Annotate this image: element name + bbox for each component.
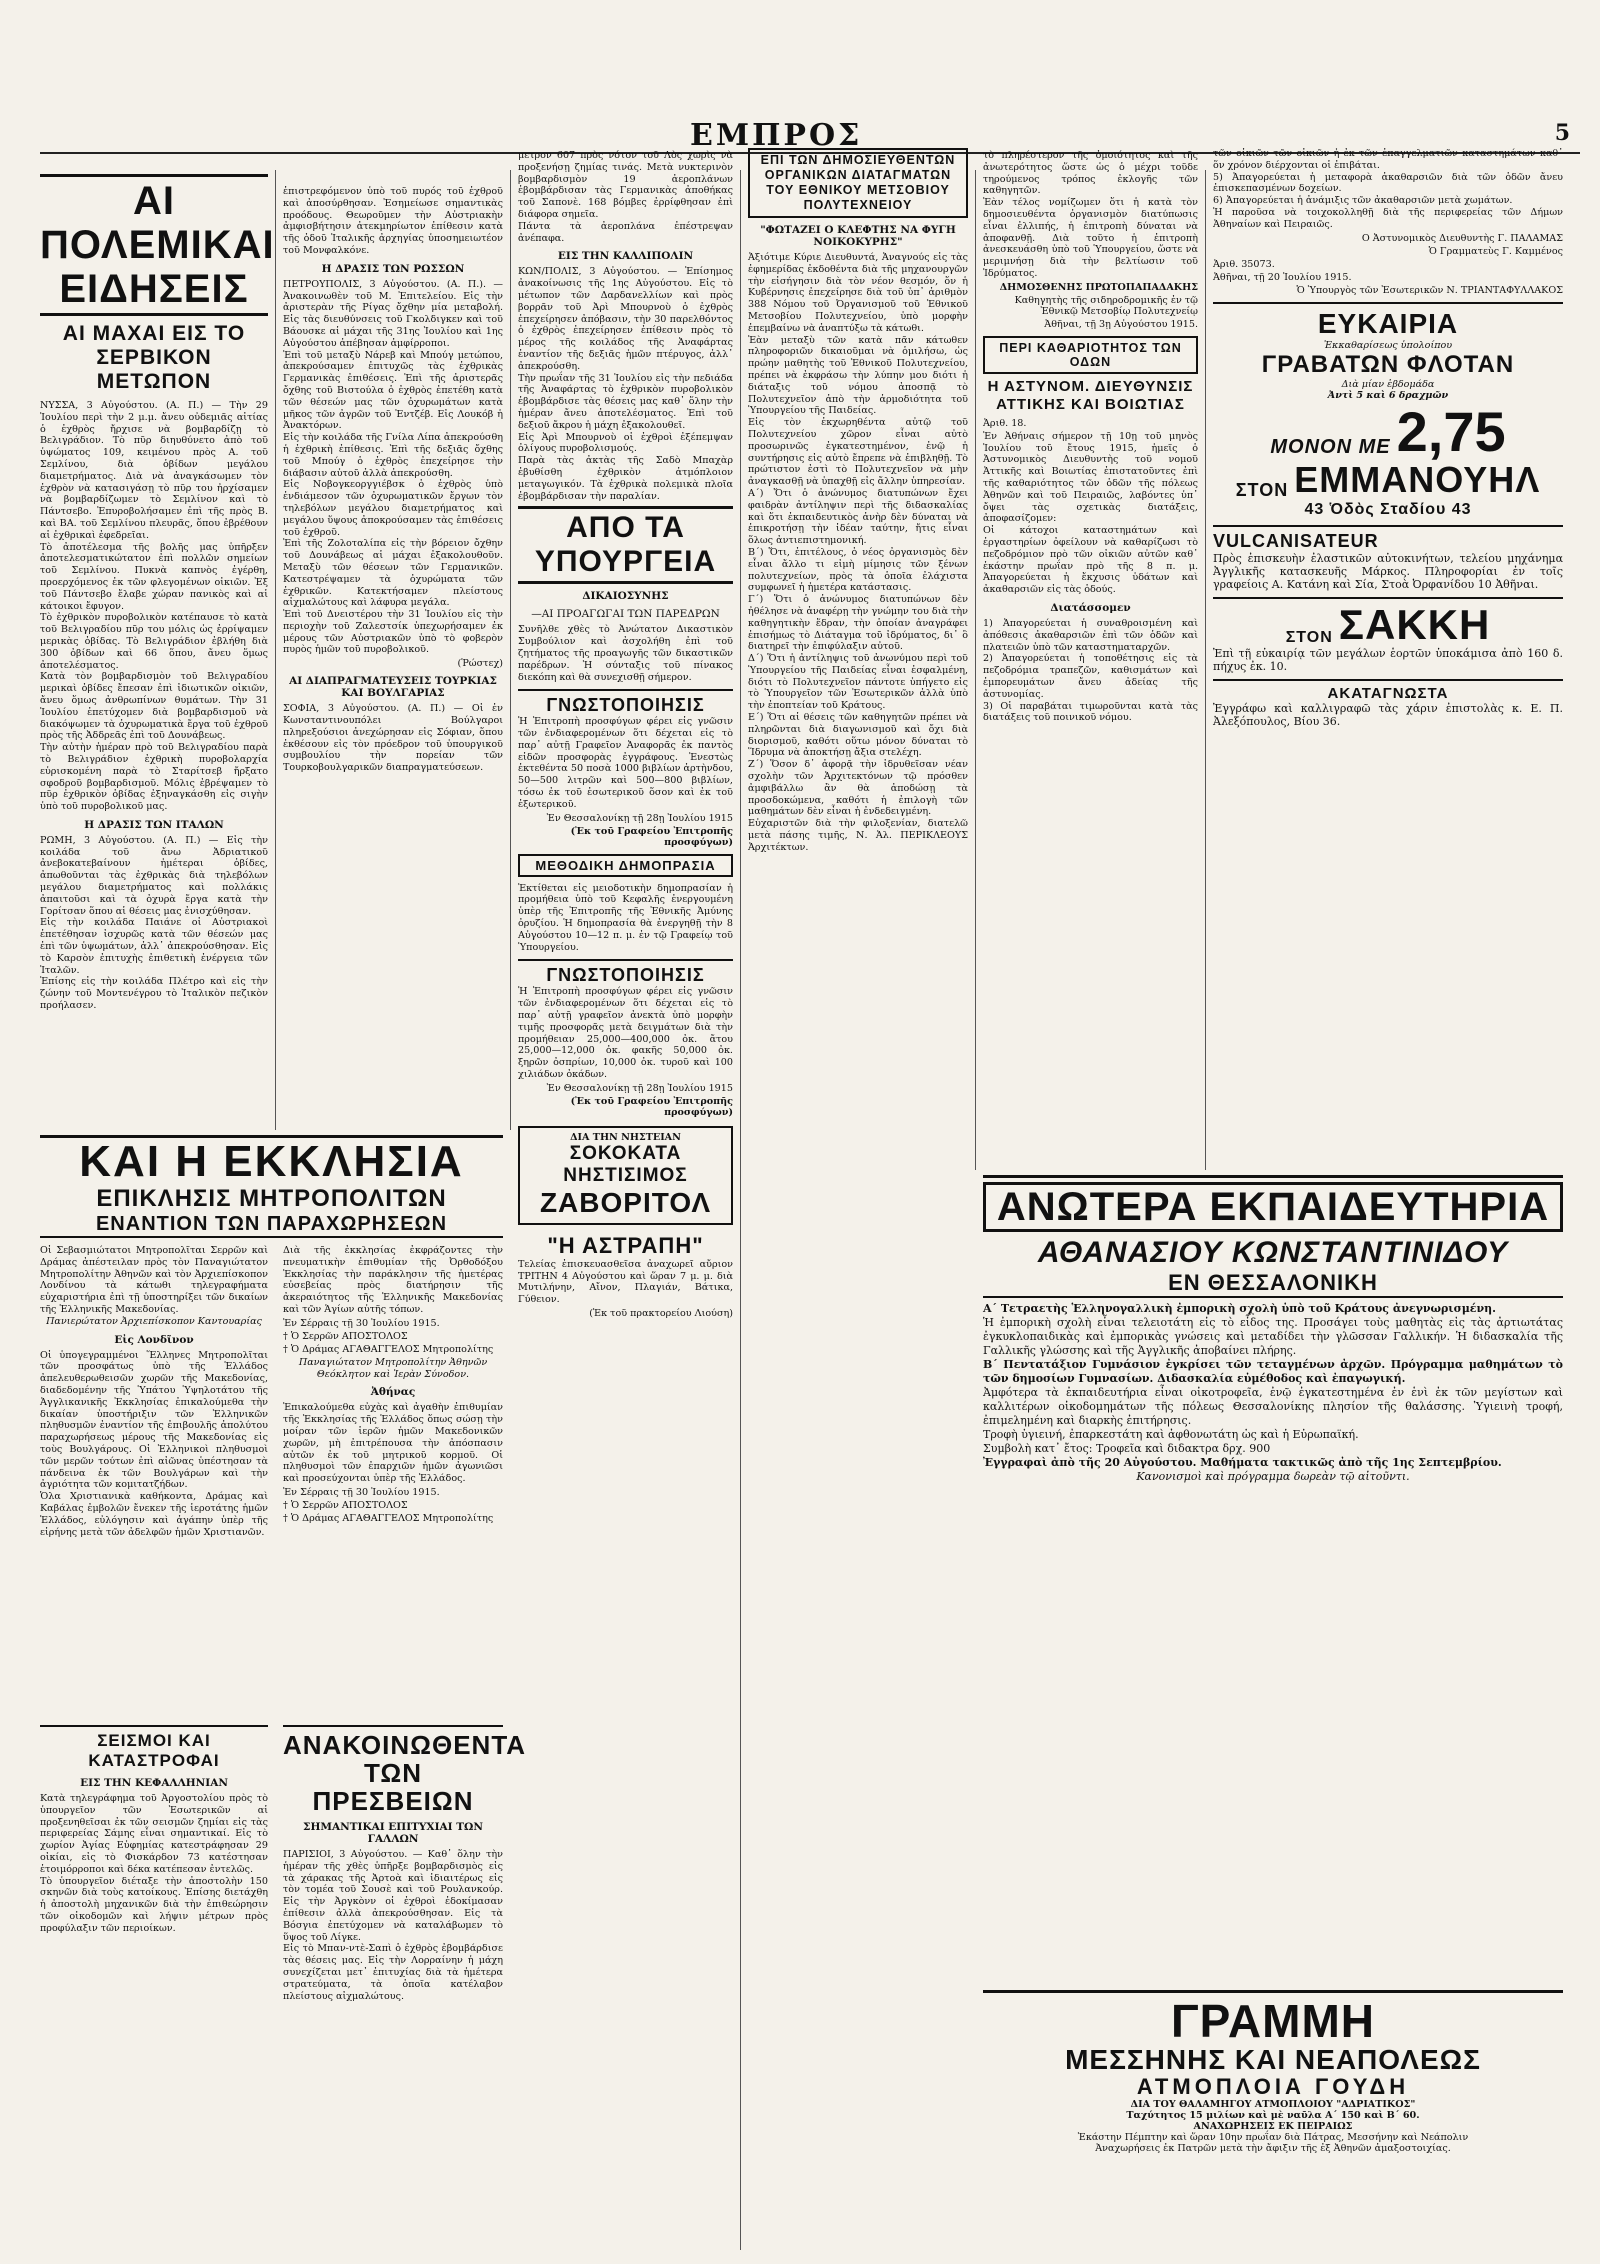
dateline: Ἀθῆναι, τῇ 3ῃ Αὐγούστου 1915.	[1044, 318, 1198, 330]
serbian-front-subhead: ΑΙ ΜΑΧΑΙ ΕΙΣ ΤΟ ΣΕΡΒΙΚΟΝ ΜΕΤΩΠΟΝ	[62, 322, 246, 393]
concessions-subhead: ΕΝΑΝΤΙΟΝ ΤΩΝ ΠΑΡΑΧΩΡΗΣΕΩΝ	[40, 1212, 503, 1238]
article-paragraph: Ὁλα Χριστιανικὰ καθήκοντα, Δράμας καὶ Καβάλας ἐμβολῶν ἔνεκεν τῆς ἱεροτάτης ἡμῶν Ἑλλάδος, εὐλόγησιν καὶ ἀγάπην ὑπὲρ τῆς εἰρήνης μετὰ τῶν ἀδελφῶν ἡμῶν Χριστιανῶν.	[40, 1491, 268, 1538]
column-ads	[1213, 148, 1563, 728]
ad-line: ΔΙΑ ΤΟΥ ΘΑΛΑΜΗΓΟΥ ΑΤΜΟΠΛΟΙΟΥ "ΑΔΡΙΑΤΙΚΟΣ"	[1130, 2099, 1416, 2110]
church-headline: ΚΑΙ Η ΕΚΚΛΗΣΙΑ	[40, 1135, 503, 1186]
column-divider	[1205, 170, 1206, 1170]
italians-subhead: Η ΔΡΑΣΙΣ ΤΩΝ ΙΤΑΛΩΝ	[84, 818, 224, 831]
signature: Ὁ Ὑπουργὸς τῶν Ἐσωτερικῶν Ν. ΤΡΙΑΝΤΑΦΥΛΛΑΚΟΣ	[1296, 284, 1563, 296]
signature: ΔΗΜΟΣΘΕΝΗΣ ΠΡΩΤΟΠΑΠΑΔΑΚΗΣ	[999, 281, 1198, 293]
ad-text: Τελείας ἐπισκευασθεῖσα ἀναχωρεῖ αὔριον ΤΡΙΤΗΝ 4 Αὐγούστου καὶ ὥραν 7 μ. μ. διὰ Μυτιλήνην, Αἴνον, Πλαγιάν, Βάτικα, Γύθειον.	[518, 1258, 733, 1306]
column-divider	[510, 170, 511, 1130]
article-paragraph: τὸ πληρέστερον τῆς ὁμοιότητος καὶ τῆς ἀνωτερότητος ὥστε ὡς ὁ μέχρι τοῦδε τηρούμενος τρόπος ἐκλογῆς τῶν καθηγητῶν.	[983, 150, 1198, 197]
article-paragraph: Κατὰ τὸν βομβαρδισμὸν τοῦ Βελιγραδίου μερικαὶ ὁβίδες ἔπεσαν ἐπὶ ἰδιωτικῶν οἰκιῶν, ἄνευ ὅμως ἀνθρωπίνων θυμάτων. Τὴν 31 Ἰουλίου ἐπετύχομεν διὰ βομβαρδισμοῦ νὰ διακόψωμεν τὰ ὀχυρωματικὰ ἔργα τοῦ ἐχθροῦ πρὸς τῆς Ἀδδρεᾶς ἐπὶ τοῦ Δουνάβεως.	[40, 671, 268, 742]
ad-line: Ἀντὶ 5 καὶ 6 δραχμῶν	[1327, 389, 1449, 401]
source-note: (Ἐκ τοῦ Γραφείου Ἐπιτροπῆς προσφύγων)	[570, 1095, 733, 1118]
article-paragraph: Κατὰ τηλεγράφημα τοῦ Ἀργοστολίου πρὸς τὸ ὑπουργεῖον τῶν Ἐσωτερικῶν αἱ προξενηθεῖσαι ἐκ τῶν σεισμῶν ζημίαι εἰς τὰς περιφερείας Σάμης εἶναι σημαντικαί. Εἰς τὸ χωρίον Ἀγίας Εὐφημίας κατεστράφησαν 29 οἰκίαι, εἰς τὸ Φισκάρδον 73 κατέστησαν ἑτοιμόρροποι καὶ δέκα κατέπεσαν ἐντελῶς.	[40, 1793, 268, 1875]
column-divider	[975, 170, 976, 1170]
article-paragraph: ΠΕΤΡΟΥΠΟΛΙΣ, 3 Αὐγούστου. (Α. Π.). — Ἀνακοινωθὲν τοῦ Μ. Ἐπιτελείου. Εἰς τὴν ἀριστερὰν τῆς Ρίγας ὄχθην μία μεταβολή. Εἰς τὰς διευθύνσεις τοῦ Γκολδιγκεν καὶ τοῦ Βάουσκε αἱ μάχαι τῆς 31ης Ἰουλίου καὶ 1ης Αὐγούστου ἀπέβησαν ἀμφίρροποι.	[283, 278, 503, 349]
war-news-headline: ΑΙ ΠΟΛΕΜΙΚΑΙ ΕΙΔΗΣΕΙΣ	[40, 174, 268, 316]
page-number: 5	[1554, 120, 1570, 146]
article-paragraph: Β΄ Πεντατάξιον Γυμνάσιον ἐγκρίσει τῶν τεταγμένων ἀρχῶν. Πρόγραμμα μαθημάτων τὸ τῶν δημοσίων Γυμνασίων. Διδασκαλία εὐμέθοδος καὶ ἐπαγωγική.	[983, 1358, 1563, 1385]
church-section	[40, 1135, 503, 1538]
article-paragraph: ἐπιστρεφόμενον ὑπὸ τοῦ πυρός τοῦ ἐχθροῦ καὶ ἀποσύρθησαν. Ἐσημείωσε σημαντικὰς προόδους. Θεωροῦμεν τὴν Αὐστριακὴν ἀμφισβήτησιν ἀτεκμηρίωτον ἐπίθεσιν κατὰ τῆς ὁδοῦ Ἰταλικῆς ἀρχηγίας ὑποσημειωτέον τοῦ Μονφαλκόνε.	[283, 186, 503, 256]
addressee-location: Ἀθήνας	[370, 1386, 416, 1399]
signature: Ο Ἀστυνομικὸς Διευθυντὴς Γ. ΠΑΛΑΜΑΣ	[1361, 232, 1563, 244]
article-paragraph: 6) Ἀπαγορεύεται ἡ ἀνάμιξις τῶν ἀκαθαρσιῶν μετὰ χωμάτων.	[1213, 195, 1513, 207]
church-right-column	[283, 1245, 503, 1526]
ad-text: Ἐπὶ τῇ εὐκαιρίᾳ τῶν μεγάλων ἑορτῶν ὑποκάμισα ἀπὸ 160 δ. πήχυς ἐκ. 10.	[1213, 646, 1563, 673]
metropolitans-subhead: ΕΠΙΚΛΗΣΙΣ ΜΗΤΡΟΠΟΛΙΤΩΝ	[96, 1185, 447, 1212]
earthquake-headline: ΣΕΙΣΜΟΙ ΚΑΙ ΚΑΤΑΣΤΡΟΦΑΙ	[40, 1725, 268, 1771]
ad-line: Ἐκκαθαρίσεως ὑπολοίπου	[1323, 339, 1453, 351]
school-name: ΑΘΑΝΑΣΙΟΥ ΚΩΝΣΤΑΝΤΙΝΙΔΟΥ	[1037, 1236, 1509, 1269]
article-paragraph: Ἐπὶ τοῦ Δνειστέρου τὴν 31 Ἰουλίου εἰς τὴν περιοχὴν τοῦ Ζαλεστσίκ ὑπεχωρήσαμεν ἐκ μέρους τῶν Αὐστριακῶν ὑπὸ τὸ φοβερὸν πυρὸς ἡμῶν τοῦ πυροβολικοῦ.	[283, 609, 503, 656]
police-subhead: Η ΑΣΤΥΝΟΜ. ΔΙΕΥΘΥΝΣΙΣ ΑΤΤΙΚΗΣ ΚΑΙ ΒΟΙΩΤΙΑΣ	[987, 377, 1194, 413]
article-paragraph: Ἐν Ἀθήναις σήμερον τῇ 10ῃ τοῦ μηνὸς Ἰουλίου τοῦ ἔτους 1915, ἡμεῖς ὁ Ἀστυνομικὸς Διευθυντὴς τοῦ νομοῦ Ἀττικῆς καὶ Βοιωτίας ἐπιστατοῦντες ἐπὶ τῆς καθαριότητος τῶν ὁδῶν τῆς πόλεως Ἀθηνῶν καὶ τοῦ Πειραιῶς, λαβόντες ὑπ᾽ ὄψει τὰς σχετικὰς διατάξεις, ἀποφασίζομεν:	[983, 430, 1198, 525]
column-war-news-cont	[283, 186, 503, 774]
signature: † Ὁ Δράμας ΑΓΑΘΑΓΓΕΛΟΣ Μητροπολίτης	[283, 1512, 494, 1524]
signature: † Ὁ Δράμας ΑΓΑΘΑΓΓΕΛΟΣ Μητροπολίτης	[283, 1343, 494, 1355]
article-paragraph: Α΄ Τετραετὴς Ἑλληνογαλλικὴ ἐμπορικὴ σχολὴ ὑπὸ τοῦ Κράτους ἀνεγνωρισμένη.	[983, 1302, 1496, 1315]
police-headline: ΠΕΡΙ ΚΑΘΑΡΙΟΤΗΤΟΣ ΤΩΝ ΟΔΩΝ	[983, 336, 1198, 374]
article-paragraph: Διὰ τῆς ἐκκλησίας ἐκφράζοντες τὴν πνευματικὴν ἐπιθυμίαν τῆς Ὀρθοδόξου Ἐκκλησίας τὴν παράκλησιν τῆς ἡμετέρας εὐσεβείας πρὸς διατήρησιν τῆς ἀκεραιότητος τῆς Ἑλληνικῆς Μακεδονίας καὶ τῶν Ἁγίων αὐτῆς τόπων.	[283, 1245, 503, 1315]
article-paragraph: Ἐπὶ τοῦ μεταξὺ Νάρεβ καὶ Μπούγ μετώπου, ἀπεκρούσαμεν ἐπιτυχῶς τὰς ἐχθρικὰς Γερμανικὰς ἐπιθέσεις. Ἐπὶ τῆς ἀριστερᾶς ὄχθης τοῦ Βιστούλα ὁ ἐχθρὸς ἐπετέθη κατὰ τῶν θέσεών μας τῶν ὀχυρωμάτων κατὰ μῆκος τῶν ἀγρῶν τοῦ Ἐντζέβ. Εἰς Λουκόβ ἡ Ἀνακτόρων.	[283, 349, 503, 432]
article-paragraph: Τὸ ἐχθρικὸν πυροβολικὸν κατέπαυσε τὸ κατὰ τοῦ Βελιγραδίου πῦρ του μόλις ὡς ἐρρίψαμεν μερικὰς ὁβίδας. Τὸ Βελιγράδιον ἐβλήθη διὰ 300 ὀβίδων καὶ 66 ὅπου, ἄνευ ὅμως ἀποτελέσματος.	[40, 612, 268, 671]
article-paragraph: Τὸ ἀποτέλεσμα τῆς βολῆς μας ὑπῆρξεν ἀποτελεσματικώτατον ἐπὶ πολλῶν σημείων τοῦ Σεμλίνου. Πυκνὰ καπνὸς ἐγέρθη, προερχόμενος ἐκ τῶν φλεγομένων οἰκιῶν. Ἐξ τοῦ Πάντσεβο ἔλαβε χώραν πανικὸς καὶ αἱ κάτοικοι ἔφυγον.	[40, 541, 268, 612]
store-row	[1213, 459, 1563, 501]
article-paragraph: Εὐχαριστῶν διὰ τὴν φιλοξενίαν, διατελῶ μετὰ πάσης τιμῆς, Ν. Ἀλ. ΠΕΡΙΚΛΕΟΥΣ Ἀρχιτέκτων.	[748, 818, 968, 853]
vulcanisateur-ad	[1213, 525, 1563, 591]
article-paragraph: Συμβολὴ κατ᾽ ἔτος: Τροφεῖα καὶ διδακτρα δρχ. 900	[983, 1442, 1271, 1455]
article-paragraph: ΝΥΣΣΑ, 3 Αὐγούστου. (Α. Π.) — Τὴν 29 Ἰουλίου περὶ τὴν 2 μ.μ. ἄνευ οὐδεμιᾶς αἰτίας ὁ ἐχθρὸς ἤρχισε νὰ βομβαρδίζῃ τὸ Βελιγράδιον. Τὸ πῦρ διηυθύνετο ἀπὸ τοῦ ὑψώματος 109, κειμένου πρὸς Α. τοῦ Σεμλίνου, διὰ ὁβίδων μεγάλου διαμετρήματος. Διὰ νὰ ἀναγκάσωμεν τὸν ἐχθρὸν νὰ κατασιγάσῃ τὸ πῦρ του ἠρχίσαμεν νὰ βομβαρδίζωμεν τὸ Σεμλίνον καὶ τὸ Πάντσεβο. Ἐπυροβολήσαμεν ἐπὶ τῆς πρὸς Β. καὶ ΒΑ. τοῦ Σεμλίνου πλευρᾶς, ὅπου ἐβρέθουν αἱ ἐχθρικαὶ ἐφεδρεῖαι.	[40, 400, 268, 541]
article-paragraph: τῶν οἰκιῶν τῶν οἰκιῶν ἡ ἐκ τῶν ἐπαγγελματιῶν καταστημάτων καθ᾽ ὅν χρόνον διέρχονται οἱ ἐπιβάται.	[1213, 148, 1563, 171]
article-paragraph: Ζ΄) Ὅσον δ᾽ ἀφορᾷ τὴν ἱδρυθεῖσαν νέαν σχολὴν τῶν Ἀρχιτεκτόνων τῷ πρόσθεν ἀμφιβάλλω ἂν θὰ ἀποδώσῃ τὰ προσδοκώμενα, καθότι ἡ ἐπιλογὴ τῶν μαθημάτων δὲν εἶναι ἡ ἐνδεδειγμένη.	[748, 759, 968, 818]
article-paragraph: Εἰς Νοβογκεοργγιέβσκ ὁ ἐχθρὸς ὑπὸ ἐνδιάμεσον τῶν ὀχυρωματικῶν ἔργων τὸν τηλεβόλων μεγάλου διαμετρήματος καὶ μεγάλου ὕψους ἀποκρούσαμεν τὰς ἐπιθέσεις τοῦ ἐχθροῦ.	[283, 479, 503, 538]
article-paragraph: Β΄) Ὅτι, ἐπιτέλους, ὁ νέος ὀργανισμὸς δὲν εἶναι ἄλλο τι εἰμὴ μίμησις τῶν ξένων πολυτεχνείων, πρὸς τὰ ὁποῖα ἐλάχιστα συμφωνεῖ ἡ ἡμετέρα κατάστασις.	[748, 546, 968, 594]
article-paragraph: Ἀξιότιμε Κύριε Διευθυντά, Ἀναγνούς εἰς τὰς ἐφημερίδας ἐκδοθέντα διὰ τῆς μηχανουργῶν τὴν εἰσήγησιν διὰ τὸν νέον θεσμόν, ὅν ἡ Κυβέρνησις ἐπεχείρησε διὰ τοῦ ὑπ᾽ ἀριθμὸν 388 Νόμου τοῦ Ὀργανισμοῦ τοῦ Ἐθνικοῦ Μετσοβίου Πολυτεχνείου, ὑπὸ μορφὴν ἐπεμβαίνω νὰ ἀναπτύξω τὰ κάτωθι.	[748, 252, 968, 334]
dateline: Ἐν Σέρραις τῇ 30 Ἰουλίου 1915.	[283, 1317, 440, 1329]
dateline: Ἐν Θεσσαλονίκῃ τῇ 28ῃ Ἰουλίου 1915	[546, 1082, 733, 1094]
article-paragraph: Εἰς τὴν κοιλάδα τῆς Γνίλα Λίπα ἀπεκρούσθη ἡ ἐχθρικὴ ἐπίθεσις. Ἐπὶ τῆς δεξιᾶς ὄχθης τοῦ Μπούγ ὁ ἐχθρὸς ἐπεχείρησε τὴν διάβασιν αὐτοῦ ἀλλὰ ἀπεκρούσθη.	[283, 432, 503, 479]
article-paragraph: Κανονισμοὶ καὶ πρόγραμμα δωρεὰν τῷ αἰτοῦντι.	[1136, 1470, 1410, 1483]
ad-line: ΣΟΚΟΚΑΤΑ ΝΗΣΤΙΣΙΜΟΣ	[563, 1142, 688, 1186]
article-paragraph: Δ΄) Ὅτι ἡ ἀντίληψις τοῦ ἀνωνύμου περὶ τοῦ Ὑπουργείου τῆς Παιδείας εἶναι ἐσφαλμένη, διότι τὸ Πολυτεχνεῖον πάντοτε ὑπήγετο εἰς τὸ Ὑπουργεῖον τῶν Ἐσωτερικῶν ἀλλὰ ὑπὸ τὴν ἐποπτείαν τοῦ Κράτους.	[748, 653, 968, 712]
reference-number: Ἀριθ. 18.	[983, 417, 1027, 429]
article-paragraph: Ἐγγραφαὶ ἀπὸ τῆς 20 Αὐγούστου. Μαθήματα τακτικῶς ἀπὸ τῆς 1ης Σεπτεμβρίου.	[983, 1456, 1502, 1469]
source-note: (Ἐκ τοῦ πρακτορείου Λιούση)	[589, 1308, 733, 1320]
article-paragraph: 3) Οἱ παραβάται τιμωροῦνται κατὰ τὰς διατάξεις τοῦ ποινικοῦ νόμου.	[983, 700, 1198, 724]
turkey-bulgaria-subhead: ΑΙ ΔΙΑΠΡΑΓΜΑΤΕΥΣΕΙΣ ΤΟΥΡΚΙΑΣ ΚΑΙ ΒΟΥΛΓΑΡΙΑΣ	[289, 675, 497, 700]
embassy-headline: ΑΝΑΚΟΙΝΩΘΕΝΤΑ ΤΩΝ ΠΡΕΣΒΕΙΩΝ	[283, 1725, 503, 1815]
gallipoli-subhead: ΕΙΣ ΤΗΝ ΚΑΛΛΙΠΟΛΙΝ	[557, 250, 694, 263]
article-paragraph: ΣΟΦΙΑ, 3 Αὐγούστου. (Α. Π.) — Οἱ ἐν Κωνσταντινουπόλει Βούλγαροι πληρεξούσιοι ἀνεχώρησαν εἰς Σόφιαν, ὅπου ἐκθέσουν εἰς τὸν πρόεδρον τοῦ ὑπουργικοῦ συμβουλίου τὴν πορείαν τῶν Τουρκοβουλγαρικῶν διαπραγματεύσεων.	[283, 703, 503, 774]
ad-store: ΕΜΜΑΝΟΥΗΛ	[1294, 458, 1541, 500]
shipping-ad	[983, 1990, 1563, 2154]
ad-line: ΑΝΑΧΩΡΗΣΕΙΣ ΕΚ ΠΕΙΡΑΙΩΣ	[1193, 2121, 1353, 2132]
decree-subhead: Διατάσσομεν	[1050, 601, 1131, 614]
article-paragraph: Οἱ Σεβασμιώτατοι Μητροπολῖται Σερρῶν καὶ Δράμας ἀπέστειλαν πρὸς τὸν Παναγιώτατον Μητροπολίτην Ἀθηνῶν καὶ τὸν Ἀρχιεπίσκοπον Λονδίνου τὰ κάτωθι τηλεγραφήματα εὐχαριστήρια ἐπὶ τῇ ὑποστηρίξει τῶν δικαίων τῆς Ἑλληνικῆς Μακεδονίας.	[40, 1245, 268, 1315]
ship-ad	[518, 1233, 733, 1319]
addressee-location: Εἰς Λονδῖνον	[114, 1333, 194, 1346]
ad-text: Ἐγγράφω καὶ καλλιγραφῶ τὰς χάριν ἐπιστολὰς κ. Ε. Π. Ἀλεξόπουλος, Βίου 36.	[1213, 701, 1563, 728]
calligraphy-ad	[1213, 679, 1563, 728]
ad-price: 2,75	[1396, 399, 1506, 463]
article-paragraph: 2) Ἀπαγορεύεται ἡ τοποθέτησις εἰς τὰ πεζοδρόμια τραπεζῶν, καθισμάτων καὶ ἐμπορευμάτων ἄνευ ἀδείας τῆς ἀστυνομίας.	[983, 653, 1198, 700]
article-paragraph: Ἐπὶ τῆς Ζολοταλίπα εἰς τὴν βόρειον ὄχθην τοῦ Δουνάβεως αἱ μάχαι ἐξακολουθοῦν. Μεταξὺ τῶν θέσεων τῶν Γερμανικῶν. Κατεστρέψαμεν τὰ ὀχυρώματα τῶν ἐχθρικῶν. Κατεκτήσαμεν πλείστους αἰχμαλώτους καὶ λάφυρα μεγάλα.	[283, 538, 503, 609]
article-paragraph: Οἱ κάτοχοι καταστημάτων καὶ ἐργαστηρίων ὀφείλουν νὰ καθαρίζωσι τὸ πεζοδρόμιον πρὸ τῶν οἰκιῶν αὐτῶν καθ᾽ ἑκάστην πρωΐαν πρὸ τῆς 8 π. μ. Ἀπαγορεύεται ἡ ἔκχυσις ὑδάτων καὶ ἀκαθαρσιῶν εἰς τὰς ὁδούς.	[983, 525, 1198, 596]
ad-line: Ἀναχωρήσεις ἐκ Πατρῶν μετὰ τὴν ἄφιξιν τῆς ἐξ Ἀθηνῶν ἀμαξοστοιχίας.	[1095, 2143, 1451, 2154]
price-row	[1213, 399, 1563, 463]
article-paragraph: Συνῆλθε χθὲς τὸ Ἀνώτατον Δικαστικὸν Συμβούλιον καὶ ἀσχολήθη ἐπὶ τοῦ ζητήματος τῆς προαγωγῆς τῶν δικαστικῶν παρέδρων. Ἡ σύνταξις τοῦ πίνακος διεκόπη καὶ θὰ συνεχισθῇ σήμερον.	[518, 624, 733, 683]
article-paragraph: Εἰς Ἀρὶ Μπουρνοὺ οἱ ἐχθροὶ ἐξέπεμψαν ὀλίγους πυροβολισμούς.	[518, 431, 733, 455]
article-paragraph: Παρὰ τὰς ἀκτὰς τῆς Σαδὸ Μπαχὰρ ἐβυθίσθη ἐχθρικὸν ἀτμόπλοιον μεταγωγικόν. Τὰ ἐχθρικὰ πολεμικὰ πλοῖα ἐβομβάρδισαν τὴν παραλίαν.	[518, 455, 733, 502]
polytechnic-headline: ΕΠΙ ΤΩΝ ΔΗΜΟΣΙΕΥΘΕΝΤΩΝ ΟΡΓΑΝΙΚΩΝ ΔΙΑΤΑΓΜΑΤΩΝ ΤΟΥ ΕΘΝΙΚΟΥ ΜΕΤΣΟΒΙΟΥ ΠΟΛΥΤΕΧΝΕΙΟΥ	[748, 148, 968, 218]
article-paragraph: Ἀμφότερα τὰ ἐκπαιδευτήρια εἶναι οἰκοτροφεῖα, ἐνῷ ἐγκατεστημένα ἐν ἑνὶ ἐκ τῶν μεγίστων καὶ καλλιτέρων οἰκοδομημάτων τῆς πόλεως Θεσσαλονίκης πλησίον τῆς θαλάσσης. Ὑγιεινὴ τροφή, ἐπιμελημένη καὶ διαρκὴς ἐπιτήρησις.	[983, 1386, 1563, 1427]
article-paragraph: Τὴν αὐτὴν ἡμέραν πρὸ τοῦ Βελιγραδίου παρὰ τὸ Βελιγράδιον ἐχθρικὴ πυροβολαρχία εὑρισκομένη παρὰ τὸ Σταρίτσεβ ἤρξατο σφοδροῦ βομβαρδισμοῦ. Μόλις ἐβρέψαμεν τὸ πῦρ ἐχθρικὸν ὁβίδας ἐξηναγκάσθη εἰς σιγὴν ὑπὸ τοῦ πυροβολικοῦ μας.	[40, 742, 268, 813]
article-paragraph: Ἐὰν μεταξὺ τῶν κατὰ πᾶν κάτωθεν πληροφοριῶν δικαιοῦμαι νὰ ὁμιλήσω, ὡς πρώην μαθητὴς τοῦ Ἐθνικοῦ Πολυτεχνείου, πρέπει νὰ ἐκφράσω τὴν λύπην μου διότι ἡ διάταξις τοῦ νόμου ἀποσπᾷ τὸ Πολυτεχνεῖον ἀπὸ τὴν ἁρμοδιότητα τοῦ Ὑπουργείου τῆς Παιδείας.	[748, 334, 968, 417]
ad-store: ΣΑΚΚΗ	[1338, 600, 1491, 648]
ad-line: Ταχύτητος 15 μιλίων καὶ μὲ ναῦλα Α΄ 150 καὶ Β΄ 60.	[1126, 2110, 1420, 2121]
signature: † Ὁ Σερρῶν ΑΠΟΣΤΟΛΟΣ	[283, 1330, 408, 1342]
article-paragraph: Ἡ Ἐπιτροπὴ προσφύγων φέρει εἰς γνῶσιν τῶν ἐνδιαφερομένων ὅτι δέχεται εἰς τὸ παρ᾽ αὐτῇ Γραφεῖον Ἀναφορᾶς ἐκ παντὸς εἰδῶν προσφορὰς ἐγγράφους. Ἐνεστὼς ἐκτεθέντα 50 ποσὰ 1000 βιβλίων ἀρτὴνδου, 50—500 λιτρῶν καὶ 500—800 βιβλίων, τόσω ἐκ τοῦ ἐσωτερικοῦ ὅσον καὶ ἐκ τοῦ ἐξωτερικοῦ.	[518, 716, 733, 810]
article-paragraph: Ἐπικαλούμεθα εὐχὰς καὶ ἀγαθὴν ἐπιθυμίαν τῆς Ἐκκλησίας τῆς Ἑλλάδος ὅπως σώσῃ τὴν μοίραν τῶν ἱερῶν ἡμῶν Μακεδονικῶν χωρῶν, μὴ ἐπιτρέπουσα τὴν ἀπόσπασιν αὐτῶν ἐκ τοῦ μητρικοῦ κορμοῦ. Οἱ πληθυσμοὶ τῶν ἐπαρχιῶν ἡμῶν ἀγωνιῶσι καὶ προσεύχονται ὑπὲρ τῆς Ἑλλάδος.	[283, 1402, 503, 1485]
sakki-ad	[1213, 597, 1563, 673]
article-paragraph: μετρον 607 πρὸς νότον τοῦ Λὸς χωρὶς νὰ προξενήσῃ ζημίας τινάς. Μετὰ νυκτερινὸν βομβαρδισμὸν 19 ἀεροπλάνων ἐβομβάρδισαν τὰς Γερμανικὰς ἀποθήκας τοῦ Σαπονὲ. 168 βόμβες ἐρρίφθησαν ἐπὶ διάφορα σημεῖα.	[518, 150, 733, 220]
dateline: Ἐν Σέρραις τῇ 30 Ἰουλίου 1915.	[283, 1486, 440, 1498]
source-signature: (Ῥώστεχ)	[457, 658, 503, 670]
article-paragraph: ΡΩΜΗ, 3 Αὐγούστου. (Α. Π.) — Εἰς τὴν κοιλάδα τοῦ ἄνω Ἀδριατικοῦ ἀνεβοκατεβαίνουν ἡμέτεραι ὀβίδες, ἀπωθοῦνται τὰς ἐχθρικὰς διὰ τηλεβόλων μεγάλου διαμετρήματος καὶ πολλάκις ἀπαιτοῦσι καὶ τὰ ὀχυρὰ ἔργα κατὰ τὴν Γορίτσαν ὅπου αἱ θέσεις μας ἐνισχύθησαν.	[40, 834, 268, 917]
chocolate-ad	[518, 1126, 733, 1225]
ad-product: ΓΡΑΒΑΤΩΝ ΦΛΟΤΑΝ	[1261, 350, 1515, 378]
church-left-column	[40, 1245, 268, 1538]
signature: Ὁ Γραμματεὺς Γ. Καμμένος	[1428, 245, 1563, 257]
column-misc	[518, 150, 733, 1321]
article-paragraph: Ἡ ἐμπορικὴ σχολὴ εἶναι τελειοτάτη εἰς τὸ εἶδος της. Προσάγει τοὺς μαθητὰς εἰς τὰς ἀρτιωτάτας ἐγκυκλοπαιδικὰς καὶ ἐμπορικὰς γνώσεις καὶ μεταδίδει τὴν γλῶσσαν Γαλλικήν. Ἡ διδασκαλία τῆς Γαλλικῆς γλώσσης καὶ τῆς Ἀγγλικῆς ἀποβαίνει πλήρης.	[983, 1316, 1563, 1357]
article-paragraph: Ἐκτίθεται εἰς μειοδοτικὴν δημοπρασίαν ἡ προμήθεια ὑπὸ τοῦ Κεφαλῆς ἐνεργουμένη ὑπὲρ τῆς Ἐπιτροπῆς τῆς Ἐθνικῆς Ἀμύνης ὀρυζίου. Ἡ δημοπρασία θὰ ἐνεργηθῇ τὴν 8 Αὐγούστου 10—12 π. μ. ἐν τῷ Γραφείῳ τοῦ Ὑπουργείου.	[518, 882, 733, 953]
ad-ship-name: "Η ΑΣΤΡΑΠΗ"	[547, 1232, 704, 1258]
article-paragraph: 5) Ἀπαγορεύεται ἡ μεταφορὰ ἀκαθαρσιῶν διὰ τῶν ὁδῶν ἄνευ ἐπισκεπασμένων δοχείων.	[1213, 171, 1563, 195]
ad-line: Ἑκάστην Πέμπτην καὶ ὥραν 10ην πρωΐαν διὰ Πάτρας, Μεσσήνην καὶ Νεάπολιν	[1077, 2132, 1469, 2143]
article-paragraph: 1) Ἀπαγορεύεται ἡ συναθροισμένη καὶ ἀπόθεσις ἀκαθαρσιῶν ἐπὶ τῶν ὁδῶν καὶ πλατειῶν ὑπὸ τῶν καταστηματαρχῶν.	[983, 617, 1198, 653]
ad-line: ΜΟΝΟΝ ΜΕ	[1270, 435, 1391, 458]
article-paragraph: Γ΄) Ὅτι ὁ ἀνώνυμος διατυπώνων δὲν ἠθέλησε νὰ ἀναφέρῃ τὴν γνώμην του διὰ τὴν καθηγητικὴν ἕδραν, τὴν ὁποίαν ἀναγράφει ἐπισήμως τὸ Διάταγμα τοῦ ἰδρύματος, δι᾽ ὃ διατηρεῖ τὴν ἐπιφύλαξιν αὐτοῦ.	[748, 594, 968, 653]
ad-line: ΣΤΟΝ	[1285, 628, 1333, 646]
ad-headline: ΑΚΑΤΑΓΝΩΣΤΑ	[1327, 684, 1449, 702]
ad-brand: ΖΑΒΟΡΙΤΟΛ	[539, 1186, 712, 1218]
article-paragraph: Τροφὴ ὑγιεινή, ἐπαρκεστάτη καὶ ἀφθονωτάτη ὡς καὶ ἡ Εὐρωπαϊκή.	[983, 1428, 1359, 1441]
column-polytechnic	[748, 148, 968, 854]
justice-subhead: ΔΙΚΑΙΟΣΥΝΗΣ	[582, 590, 669, 603]
article-paragraph: Τὸ ὑπουργεῖον διέταξε τὴν ἀποστολὴν 150 σκηνῶν διὰ τοὺς κατοίκους. Ἐπίσης διετάχθη ἡ ἀποστολὴ μηχανικῶν διὰ τὴν ἐπιθεώρησιν τῶν οἰκοδομῶν καὶ λήψιν μέτρων πρὸς προφύλαξιν τῶν περιοίκων.	[40, 1875, 268, 1934]
shipping-company: ΑΤΜΟΠΛΟΙΑ ΓΟΥΔΗ	[1136, 2074, 1410, 2099]
article-paragraph: Εἰς τὴν κοιλάδα Παιάνε οἱ Αὐστριακοὶ ἐπετέθησαν ἰσχυρῶς κατὰ τῶν θέσεών μας ἐπὶ τῶν ὑψωμάτων, ἀλλ᾽ ἀπεκρούσθησαν. Εἰς τὸ Καρσὸν ἐπιτυχὴς ἐπιθετικὴ ἐνέργεια τῶν Ἰταλῶν.	[40, 917, 268, 976]
ad-line: Διὰ μίαν ἑβδομάδα	[1341, 378, 1435, 390]
ad-line: ΣΤΟΝ	[1235, 479, 1289, 500]
article-paragraph: Πάντα τὰ ἀεροπλάνα ἐπέστρεψαν ἀνέπαφα.	[518, 220, 733, 244]
article-paragraph: Εἰς τὸ Μπαν-ντὲ-Σαπὶ ὁ ἐχθρὸς ἐβομβάρδισε τὰς θέσεις μας. Εἰς τὴν Λορραίνην ἡ μάχη συνεχίζεται μετ᾽ ἐπιτυχίας διὰ τὰ ἡμέτερα στρατεύματα, τὰ ὁποῖα κατέλαβον πλείστους αἰχμαλώτους.	[283, 1943, 503, 2002]
embassy-article	[283, 1725, 527, 2002]
school-location: ΕΝ ΘΕΣΣΑΛΟΝΙΚΗ	[983, 1270, 1563, 1298]
article-paragraph: Ἐὰν τέλος νομίζωμεν ὅτι ἡ κατὰ τὸν δημοσιευθέντα ὀργανισμὸν διατύπωσις εἶναι ἐλλιπής, ἡ ἐπιτροπὴ δύναται νὰ ἀποφανθῇ. Διὰ τοῦτο ἡ ἐπιτροπὴ ἀνεσκευάσθη ὑπὸ τοῦ Ὑπουργείου, ὥστε νὰ μεριμνήσῃ διὰ τὴν βελτίωσιν τοῦ Ἱδρύματος.	[983, 197, 1198, 279]
ad-headline: ΕΥΚΑΙΡΙΑ	[1317, 307, 1459, 339]
school-headline: ΑΝΩΤΕΡΑ ΕΚΠΑΙΔΕΥΤΗΡΙΑ	[983, 1182, 1563, 1232]
article-paragraph: Ἐπίσης εἰς τὴν κοιλάδα Πλέτρο καὶ εἰς τὴν ζώνην τοῦ Μοντενέγρου τὸ Ἰταλικὸν πεζικὸν προήλασεν.	[40, 976, 268, 1012]
article-paragraph: ΚΩΝ/ΠΟΛΙΣ, 3 Αὐγούστου. — Ἐπίσημος ἀνακοίνωσις τῆς 1ης Αὐγούστου. Εἰς τὸ μέτωπον τῶν Δαρδανελλίων καὶ πρὸς βορρᾶν τοῦ Ἀρὶ Μπουρνοὺ ὁ ἐχθρὸς ἐπεχείρησεν ἀπόβασιν, τὴν 30 παρελθόντος ὁ ἐχθρὸς ἐπεχείρησεν ἐπίθεσιν πρὸς τὸ μέρος τῆς κοιλάδος τῆς Ἀναφάρτας ἐναντίον τῆς δεξιᾶς ἡμῶν πτέρυγος, ἀλλ᾽ ἀπεκρούσθη.	[518, 266, 733, 372]
article-paragraph: Εἰς τὸν ἐκχωρηθέντα αὐτῷ τοῦ Πολυτεχνείου χῶρον εἶναι αὐτὸ προσωρινῶς ἐγκατεστημένον, ἐνῷ ἡ συντήρησις εἰς αὐτὸ ἔπρεπε νὰ ἐπιβληθῇ. Τὸ πρώτιστον ἐστὶ τὸ Πολυτεχνεῖον νὰ μὴν ἀναγκασθῇ νὰ ὑπαχθῇ εἰς ἄλλην ὑπηρεσίαν.	[748, 417, 968, 488]
reference-number: Ἀριθ. 35073.	[1213, 258, 1275, 270]
ties-ad	[1213, 302, 1563, 519]
article-paragraph: ΠΑΡΙΣΙΟΙ, 3 Αὐγούστου. — Καθ᾽ ὅλην τὴν ἡμέραν τῆς χθὲς ὑπῆρξε βομβαρδισμὸς εἰς τὰ χάρακας τῆς Ἀρτοὰ καὶ ἰδιαιτέρως εἰς τὸν τομέα τοῦ Σουσὲ καὶ τοῦ Ρουλανκούρ. Εἰς τὴν Ἀργκὸνν οἱ ἐχθροὶ ἐδοκίμασαν ἐπίθεσιν ἀλλὰ ἀπεκρούσθησαν. Εἰς τὰ Βόσγια ἐπετύχομεν νὰ καταλάβωμεν τὸ ὕψος τοῦ Λίγκε.	[283, 1849, 503, 1943]
article-paragraph: Ἡ Ἐπιτροπὴ προσφύγων φέρει εἰς γνῶσιν τῶν ἐνδιαφερομένων ὅτι δέχεται εἰς τὸ παρ᾽ αὐτῇ γραφεῖον ἀνεκτὰ ὑπὸ μορφὴν τιμῆς προσφορᾶς μετὰ δειγμάτων διὰ τὴν προμήθειαν 25,000—400,000 ὀκ. ἄτου 25,000—12,000 ὀκ. φακῆς 50,000 ὀκ. ξηρῶν ὀσπρίων, 10,000 ὀκ. τυροῦ καὶ 100 χιλιάδων ὀκάδων.	[518, 986, 733, 1081]
embassy-subhead: ΣΗΜΑΝΤΙΚΑΙ ΕΠΙΤΥΧΙΑΙ ΤΩΝ ΓΑΛΛΩΝ	[303, 1821, 483, 1845]
notice-headline: ΓΝΩΣΤΟΠΟΙΗΣΙΣ	[518, 959, 733, 986]
signature: † Ὁ Σερρῶν ΑΠΟΣΤΟΛΟΣ	[283, 1499, 408, 1511]
article-paragraph: Ἡ παροῦσα νὰ τοιχοκολληθῇ διὰ τῆς περιφερείας τῶν Δήμων Ἀθηναίων καὶ Πειραιῶς.	[1213, 206, 1563, 230]
column-divider	[275, 170, 276, 1130]
signature-title: Καθηγητὴς τῆς σιδηροδρομικῆς ἐν τῷ Ἐθνικῷ Μετσοβίῳ Πολυτεχνείῳ	[1014, 294, 1198, 317]
auction-headline: ΜΕΘΟΔΙΚΗ ΔΗΜΟΠΡΑΣΙΑ	[518, 854, 733, 877]
ad-headline: VULCANISATEUR	[1213, 530, 1379, 551]
masthead-title: ΕΜΠΡΟΣ	[690, 118, 863, 153]
dateline: Ἐν Θεσσαλονίκῃ τῇ 28ῃ Ἰουλίου 1915	[546, 812, 733, 824]
russians-subhead: Η ΔΡΑΣΙΣ ΤΩΝ ΡΩΣΣΩΝ	[321, 262, 465, 275]
article-paragraph: Α΄) Ὅτι ὁ ἀνώνυμος διατυπώνων ἔχει φαιδρὰν ἀντίληψιν περὶ τῆς διδασκαλίας καὶ ὅτι ἐκπαιδευτικὸς ἀνὴρ δὲν δύναται νὰ ἐπικροτήσῃ τὴν ἰδέαν ταύτην, ἤτις εἶναι ὅλως ἀντιεπιστημονική.	[748, 487, 968, 547]
earthquake-subhead: ΕΙΣ ΤΗΝ ΚΕΦΑΛΛΗΝΙΑΝ	[80, 1777, 228, 1789]
ad-text: Πρὸς ἐπισκευὴν ἐλαστικῶν αὐτοκινήτων, τελείου μηχάνημα Ἀγγλικῆς κατασκευῆς Μάρκος. Πληροφορίαι ἐν τοῖς γραφείοις Α. Κατάνη καὶ Σία, Στοὰ Ὀρφανίδου 10 Ἀθῆναι.	[1213, 551, 1563, 591]
source-note: (Ἐκ τοῦ Γραφείου Ἐπιτροπῆς προσφύγων)	[570, 825, 733, 848]
ministries-headline: ΑΠΟ ΤΑ ΥΠΟΥΡΓΕΙΑ	[518, 506, 733, 584]
column-police	[983, 150, 1198, 724]
addressee: Παναγιώτατον Μητροπολίτην Ἀθηνῶν Θεόκλητον καὶ Ἱερὰν Σύνοδον.	[298, 1356, 488, 1380]
shipping-route: ΜΕΣΣΗΝΗΣ ΚΑΙ ΝΕΑΠΟΛΕΩΣ	[1065, 2044, 1481, 2075]
shipping-headline: ΓΡΑΜΜΗ	[1171, 1995, 1375, 2047]
article-paragraph: Ε΄) Ὅτι αἱ θέσεις τῶν καθηγητῶν πρέπει νὰ πληρῶνται διὰ διαγωνισμοῦ καὶ ὄχι διὰ διορισμοῦ, καθότι οὕτω μόνον δύναται τὸ Ἵδρυμα νὰ ἀποκτήσῃ ἄξια στελέχη.	[748, 712, 968, 759]
sakki-row	[1213, 600, 1563, 648]
column-divider	[740, 170, 741, 2250]
notice-headline: ΓΝΩΣΤΟΠΟΙΗΣΙΣ	[518, 689, 733, 716]
addressee: Πανιερώτατον Ἀρχιεπίσκοπον Καντουαρίας	[46, 1315, 262, 1327]
promotions-subhead: —ΑΙ ΠΡΟΑΓΩΓΑΙ ΤΩΝ ΠΑΡΕΔΡΩΝ	[531, 608, 720, 621]
dateline: Ἀθῆναι, τῇ 20 Ἰουλίου 1915.	[1213, 271, 1352, 283]
article-paragraph: Τὴν πρωΐαν τῆς 31 Ἰουλίου εἰς τὴν πεδιάδα τῆς Ἀναφάρτας τὸ ἐχθρικὸν πυροβολικὸν ἐβομβάρδισε τὰς θέσεις μας καθ᾽ ὅλην τὴν ἡμέραν ἄνευ ἀποτελέσματος. Ἐπὶ τοῦ δεξιοῦ ἄκρου ἡ μάχη ἐξακολουθεῖ.	[518, 372, 733, 431]
school-ad	[983, 1175, 1563, 1484]
earthquake-article	[40, 1725, 268, 1935]
ad-line: ΔΙΑ ΤΗΝ ΝΗΣΤΕΙΑΝ	[570, 1131, 681, 1143]
column-war-news	[40, 170, 275, 1012]
ad-address: 43 Ὁδὸς Σταδίου 43	[1304, 500, 1472, 518]
polytechnic-quote: "ΦΩΤΑΖΕΙ Ο ΚΛΕΦΤΗΣ ΝΑ ΦΥΓΗ ΝΟΙΚΟΚΥΡΗΣ"	[760, 224, 956, 248]
article-paragraph: Οἱ ὑπογεγραμμένοι Ἕλληνες Μητροπολῖται τῶν προσφάτως ὑπὸ τῆς Ἑλλάδος ἀπελευθερωθεισῶν χωρῶν τῆς Μακεδονίας, διαδεδομένην τῆς Ὑπάτου Ὑψηλοτάτου τῆς Ἀγγλικανικῆς Ἐκκλησίας ἐπικαλούμεθα τὴν δικαίαν ὑποστήριξιν τῶν Ἑλληνικῶν πληθυσμῶν ἐναντίον τῆς ἐπιβουλῆς ἀπολύτου παραχωρήσεως μέρους τῆς Μακεδονίας εἰς τοὺς Βουλγάρους. Οἱ Ἑλληνικοὶ πληθυσμοὶ τῶν μερῶν τούτων ἐπὶ αἰῶνας ὑπέστησαν τὰ πάνδεινα ἐκ τῶν Βουλγάρων καὶ τὴν ἀγριότητα τῶν κομιτατζήδων.	[40, 1349, 268, 1491]
